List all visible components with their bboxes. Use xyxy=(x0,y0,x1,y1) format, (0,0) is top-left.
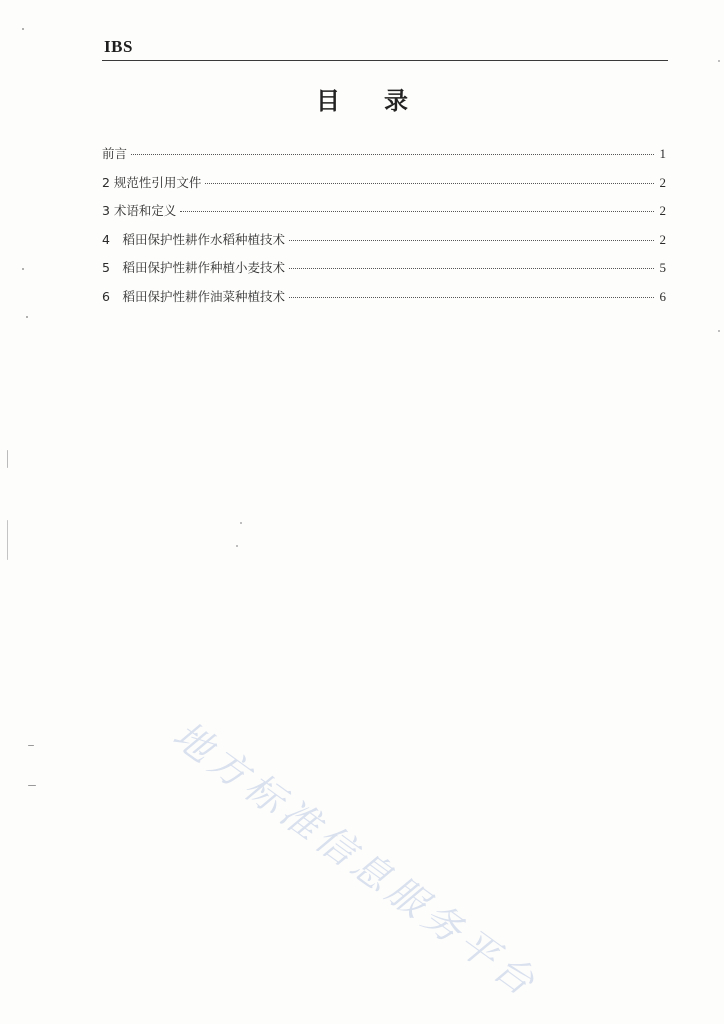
scan-speck xyxy=(236,545,238,547)
scan-speck xyxy=(28,785,36,786)
table-of-contents xyxy=(102,144,666,315)
dot-leader xyxy=(289,268,654,269)
toc-entry-label: 3 术语和定义 xyxy=(102,203,177,218)
toc-entry-page-number: 1 xyxy=(659,146,666,161)
toc-entry-label: 4 稻田保护性耕作水稻种植技术 xyxy=(102,231,285,247)
scan-speck xyxy=(26,316,28,318)
scan-speck xyxy=(718,330,720,332)
page-title xyxy=(0,81,724,116)
toc-entry-wheat-planting[interactable] xyxy=(102,258,666,287)
toc-entry-page-number: 2 xyxy=(659,174,666,190)
scan-speck xyxy=(22,28,24,30)
toc-entry-rice-planting[interactable] xyxy=(102,230,666,259)
title-char-2: 录 xyxy=(384,87,408,115)
toc-entry-label: 5 稻田保护性耕作种植小麦技术 xyxy=(102,260,285,275)
toc-entry-label: 前言 xyxy=(102,146,128,161)
dot-leader xyxy=(205,183,654,184)
dot-leader xyxy=(131,154,654,155)
scan-speck xyxy=(22,268,24,270)
dot-leader xyxy=(289,240,654,241)
scan-speck xyxy=(718,60,720,62)
toc-entry-normative-references[interactable] xyxy=(102,173,666,202)
scan-speck xyxy=(28,745,34,746)
toc-entry-rapeseed-planting[interactable] xyxy=(102,287,666,316)
toc-entry-page-number: 5 xyxy=(659,260,666,275)
standard-code-header: IBS xyxy=(104,37,133,56)
toc-entry-label: 6 稻田保护性耕作油菜种植技术 xyxy=(102,288,285,304)
toc-entry-page-number: 2 xyxy=(659,203,666,218)
header-rule xyxy=(102,60,668,61)
toc-entry-foreword[interactable] xyxy=(102,144,666,173)
toc-entry-page-number: 2 xyxy=(659,231,666,247)
dot-leader xyxy=(289,297,654,298)
scan-speck xyxy=(240,522,242,524)
toc-entry-label: 2 规范性引用文件 xyxy=(102,174,202,190)
watermark: 地方标准信息服务平台 xyxy=(165,712,547,1007)
toc-entry-page-number: 6 xyxy=(659,288,666,304)
title-char-1: 目 xyxy=(316,87,340,115)
scan-speck xyxy=(7,520,8,560)
dot-leader xyxy=(180,211,654,212)
toc-entry-terms-definitions[interactable] xyxy=(102,201,666,230)
scan-speck xyxy=(7,450,8,468)
